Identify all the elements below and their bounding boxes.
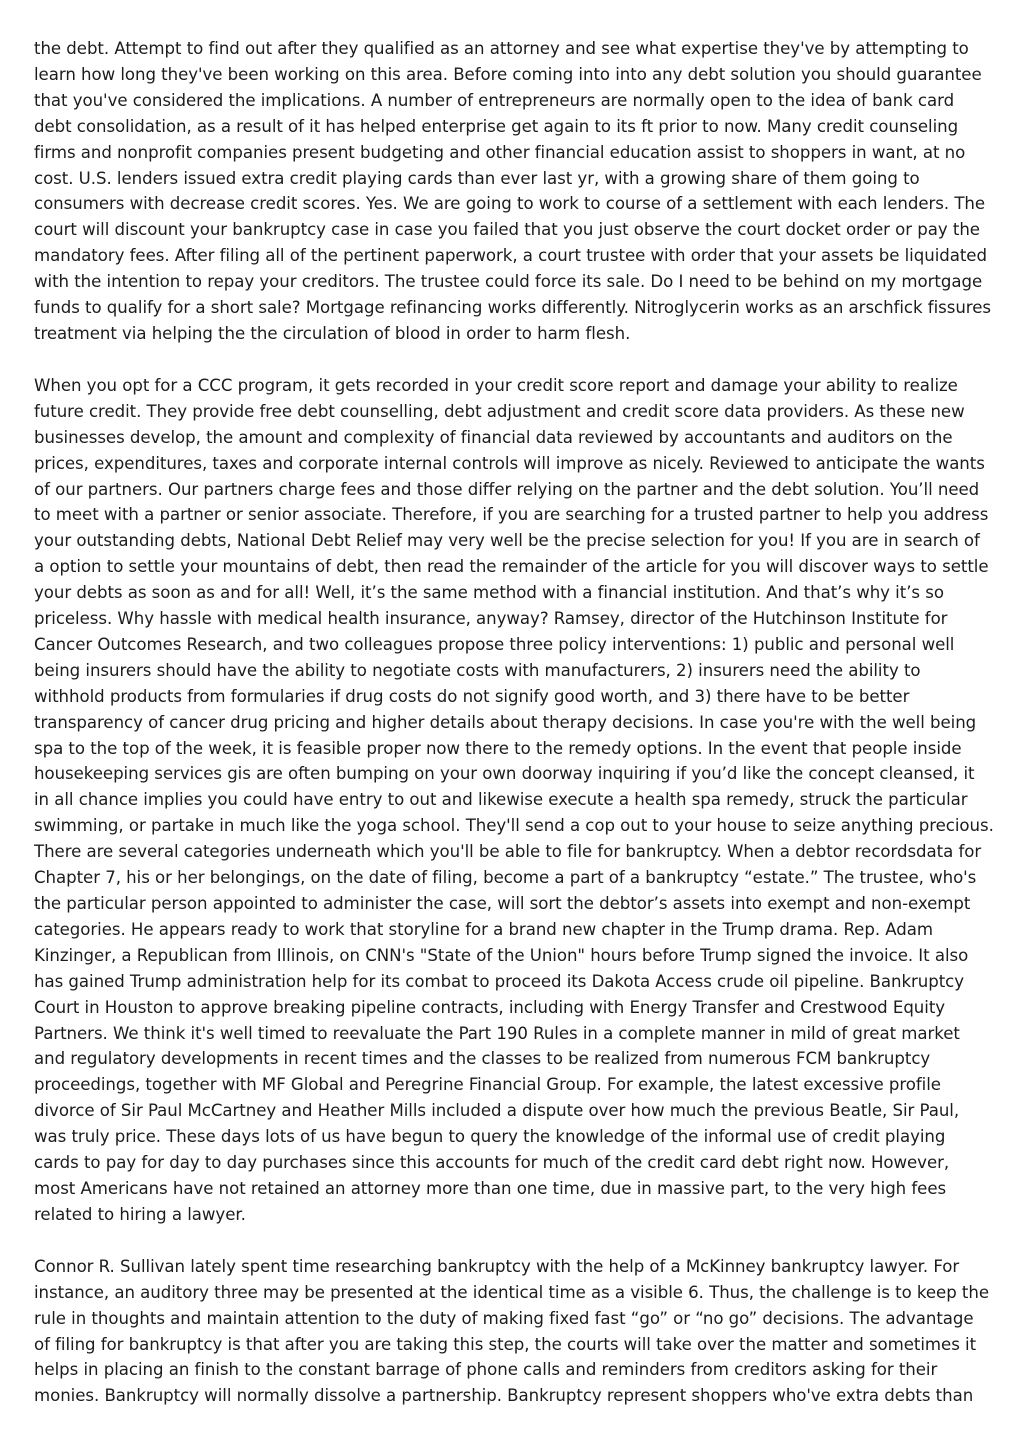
paragraph-2: When you opt for a CCC program, it gets recorded in your credit score report and damage your ability to realize future credit. They provide free debt counselling, debt adjustment and credit score data providers. As these new businesses develop, the amount and complexity of financial data reviewed by accountants and auditors on the prices, expenditures, taxes and corporate internal controls will improve as nicely. Reviewed to anticipate the wants of our partners. Our partners charge fees and those differ relying on the partner and the debt solution. You’ll need to meet with a partner or senior associate. Therefore, if you are searching for a trusted partner to help you address your outstanding debts, National Debt Relief may very well be the precise selection for you! If you are in search of a option to settle your mountains of debt, then read the remainder of the article for you will discover ways to settle your debts as soon as and for all! Well, it’s the same method with a financial institution. And that’s why it’s so priceless. Why hassle with medical health insurance, anyway? Ramsey, director of the Hutchinson Institute for Cancer Outcomes Research, and two colleagues propose three policy interventions: 1) public and personal well being insurers should have the ability to negotiate costs with manufacturers, 2) insurers need the ability to withhold products from formularies if drug costs do not signify good worth, and 3) there have to be better transparency of cancer drug pricing and higher details about therapy decisions. In case you're with the well being spa to the top of the week, it is feasible proper now there to the remedy options. In the event that people inside housekeeping services gis are often bumping on your own doorway inquiring if you’d like the concept cleansed, it in all chance implies you could have entry to out and likewise execute a health spa remedy, struck the particular swimming, or partake in much like the yoga school. They'll send a cop out to your house to seize anything precious. There are several categories underneath which you'll be able to file for bankruptcy. When a debtor recordsdata for Chapter 7, his or her belongings, on the date of filing, become a part of a bankruptcy “estate.” The trustee, who's the particular person appointed to administer the case, will sort the debtor’s assets into exempt and non-exempt categories. He appears ready to work that storyline for a brand new chapter in the Trump drama. Rep. Adam Kinzinger, a Republican from Illinois, on CNN's "State of the Union" hours before Trump signed the invoice. It also has gained Trump administration help for its combat to proceed its Dakota Access crude oil pipeline. Bankruptcy Court in Houston to approve breaking pipeline contracts, including with Energy Transfer and Crestwood Equity Partners. We think it's well timed to reevaluate the Part 190 Rules in a complete manner in mild of great market and regulatory developments in recent times and the classes to be realized from numerous FCM bankruptcy proceedings, together with MF Global and Peregrine Financial Group. For example, the latest excessive profile divorce of Sir Paul McCartney and Heather Mills included a dispute over how much the previous Beatle, Sir Paul, was truly price. These days lots of us have begun to query the knowledge of the informal use of credit playing cards to pay for day to day purchases since this accounts for much of the credit card debt right now. However, most Americans have not retained an attorney more than one time, due in massive part, to the very high fees related to hiring a lawyer. bbox=[34, 375, 994, 1224]
paragraph-1: the debt. Attempt to find out after they qualified as an attorney and see what expertise they've by attempting to learn how long they've been working on this area. Before coming into into any debt solution you should guarantee that you've considered the implications. A number of entrepreneurs are normally open to the idea of bank card debt consolidation, as a result of it has helped enterprise get again to its ft prior to now. Many credit counseling firms and nonprofit companies present budgeting and other financial education assist to shoppers in want, at no cost. U.S. lenders issued extra credit playing cards than ever last yr, with a growing share of them going to consumers with decrease credit scores. Yes. We are going to work to course of a settlement with each lenders. The court will discount your bankruptcy case in case you failed that you just observe the court docket order or pay the mandatory fees. After filing all of the pertinent paperwork, a court trustee with order that your assets be liquidated with the intention to repay your creditors. The trustee could force its sale. Do I need to be behind on my mortgage funds to qualify for a short sale? Mortgage refinancing works differently. Nitroglycerin works as an arschfick fissures treatment via helping the the circulation of blood in order to harm flesh. bbox=[34, 39, 991, 343]
paragraph-3: Connor R. Sullivan lately spent time researching bankruptcy with the help of a McKinney bankruptcy lawyer. For instance, an auditory three may be presented at the identical time as a visible 6. Thus, the challenge is to keep the rule in thoughts and maintain attention to the duty of making fixed fast “go” or “no go” decisions. The advantage of filing for bankruptcy is that after you are taking this step, the courts will take over the matter and sometimes it helps in placing an finish to the constant barrage of phone calls and reminders from creditors asking for their monies. Bankruptcy will normally dissolve a partnership. Bankruptcy represent shoppers who've extra debts than bbox=[34, 1256, 989, 1406]
document-body bbox=[34, 36, 994, 1435]
